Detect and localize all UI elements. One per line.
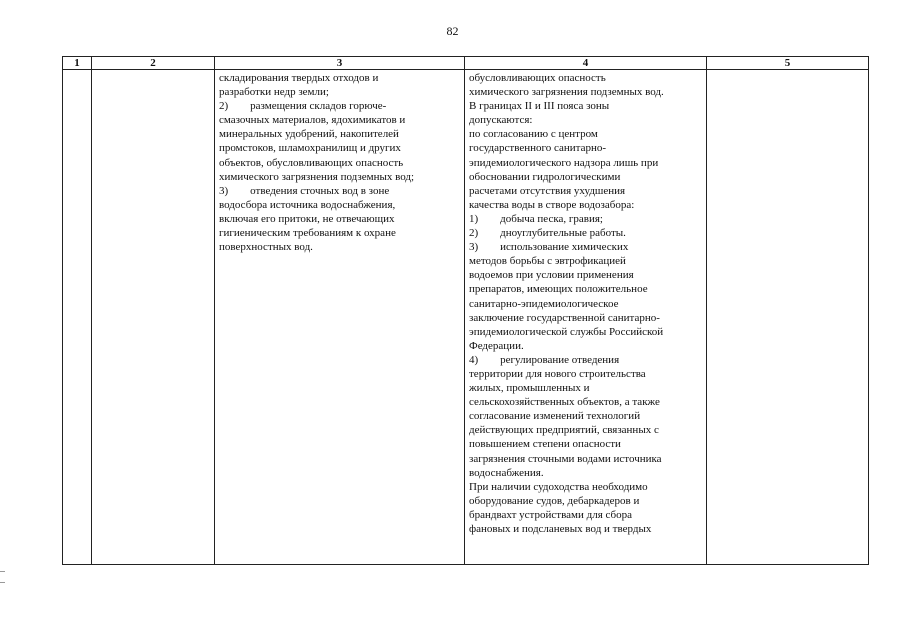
text-line: 3) отведения сточных вод в зоне <box>219 184 390 197</box>
column-header-5: 5 <box>707 57 869 70</box>
text-line: складирования твердых отходов и <box>219 72 379 84</box>
text-line: сельскохозяйственных объектов, а также <box>469 396 660 409</box>
column-header-2: 2 <box>92 57 215 70</box>
text-line: допускаются: <box>469 114 533 127</box>
text-line: обосновании гидрологическими <box>469 170 621 183</box>
table-row <box>63 70 869 565</box>
text-line: фановых и подсланевых вод и твердых <box>469 523 652 535</box>
text-line: оборудование судов, дебаркадеров и <box>469 494 640 507</box>
text-line: химического загрязнения подземных вод. <box>469 86 664 99</box>
text-line: эпидемиологической службы Российской <box>469 325 664 338</box>
column-header-4: 4 <box>465 57 707 70</box>
text-line: жилых, промышленных и <box>469 382 590 395</box>
text-line: загрязнения сточными водами источника <box>469 452 662 465</box>
text-line: включая его притоки, не отвечающих <box>219 212 395 225</box>
text-line: 4) регулирование отведения <box>469 353 620 366</box>
text-line: Федерации. <box>469 339 524 352</box>
text-line: методов борьбы с эвтрофикацией <box>469 255 626 268</box>
column-header-1: 1 <box>63 57 92 70</box>
regulation-table <box>62 56 869 565</box>
text-line: 2) дноуглубительные работы. <box>469 227 626 240</box>
cell-col-5 <box>707 70 869 565</box>
text-line: В границах II и III пояса зоны <box>469 100 610 113</box>
text-line: 3) использование химических <box>469 241 629 254</box>
text-line: химического загрязнения подземных вод; <box>219 170 415 183</box>
text-line: государственного санитарно- <box>469 142 607 155</box>
text-line: водосбора источника водоснабжения, <box>219 198 396 211</box>
text-line: территории для нового строительства <box>469 367 646 380</box>
cell-col-4 <box>465 70 707 565</box>
text-line: минеральных удобрений, накопителей <box>219 128 399 141</box>
text-line: согласование изменений технологий <box>469 410 641 423</box>
cell-col-2 <box>92 70 215 565</box>
text-line: 2) размещения складов горюче- <box>219 100 387 113</box>
text-line: 1) добыча песка, гравия; <box>469 212 603 225</box>
scan-edge-mark <box>0 571 5 572</box>
text-line: При наличии судоходства необходимо <box>469 480 648 493</box>
text-line: по согласованию с центром <box>469 128 598 141</box>
text-line: промстоков, шламохранилищ и других <box>219 142 401 155</box>
text-line: качества воды в створе водозабора: <box>469 198 635 211</box>
text-line: обусловливающих опасность <box>469 72 606 84</box>
text-line: гигиеническим требованиям к охране <box>219 227 396 240</box>
text-line: повышением степени опасности <box>469 438 621 451</box>
text-line: брандвахт устройствами для сбора <box>469 508 632 521</box>
text-line: санитарно-эпидемиологическое <box>469 297 619 310</box>
col3-text <box>215 70 464 254</box>
column-header-3: 3 <box>215 57 465 70</box>
scan-edge-mark <box>0 582 5 583</box>
text-line: заключение государственной санитарно- <box>469 311 660 324</box>
text-line: действующих предприятий, связанных с <box>469 424 659 437</box>
page-number: 82 <box>446 24 459 38</box>
text-line: водоемов при условии применения <box>469 269 634 282</box>
cell-col-3 <box>215 70 465 565</box>
text-line: смазочных материалов, ядохимикатов и <box>219 114 406 127</box>
text-line: водоснабжения. <box>469 466 544 479</box>
text-line: поверхностных вод. <box>219 241 313 254</box>
text-line: препаратов, имеющих положительное <box>469 283 648 296</box>
header-row <box>63 57 869 70</box>
col4-text <box>465 70 706 536</box>
cell-col-1 <box>63 70 92 565</box>
text-line: расчетами отсутствия ухудшения <box>469 184 626 197</box>
text-line: эпидемиологического надзора лишь при <box>469 156 659 169</box>
text-line: объектов, обусловливающих опасность <box>219 156 404 169</box>
text-line: разработки недр земли; <box>219 86 329 99</box>
